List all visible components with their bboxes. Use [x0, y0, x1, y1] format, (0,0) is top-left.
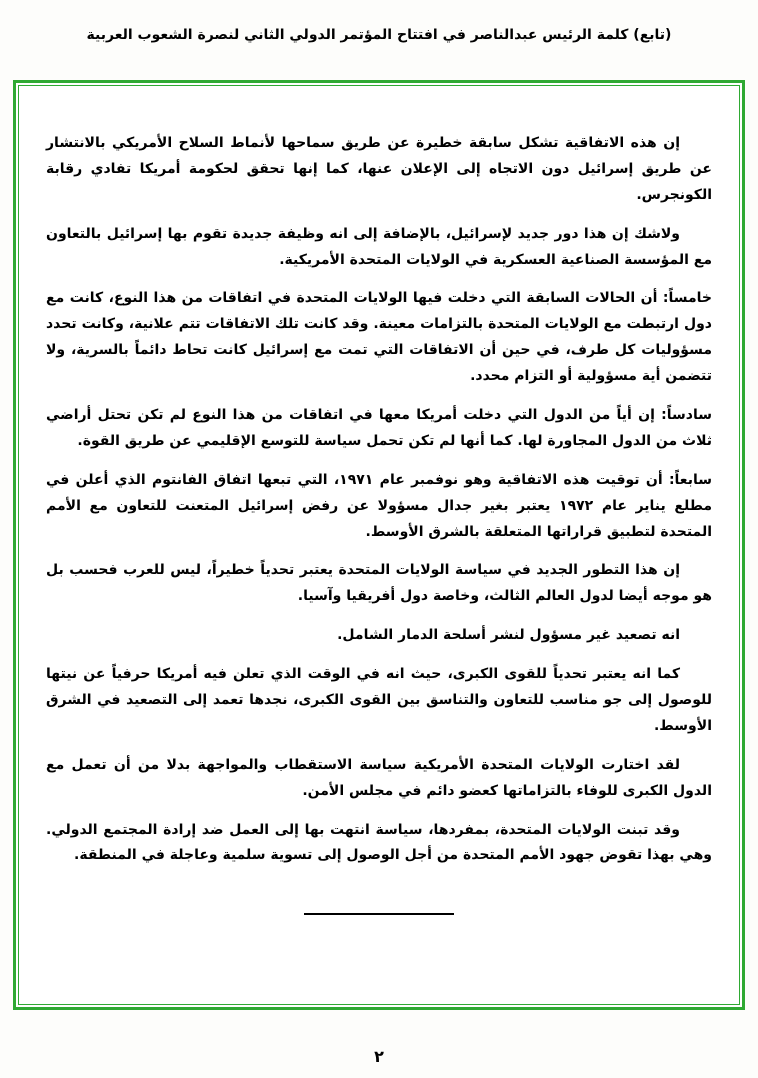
paragraph: انه تصعيد غير مسؤول لنشر أسلحة الدمار الشامل.: [337, 627, 680, 644]
paragraph: ولاشك إن هذا دور جديد لإسرائيل، بالإضافة إلى انه وظيفة جديدة تقوم بها إسرائيل بالتعاون مع المؤسسة الصناعية العسكرية في الولايات المتحدة الأمريكية.: [46, 225, 712, 268]
paragraph: سادساً: إن أياً من الدول التي دخلت أمريكا معها في اتفاقات من هذا النوع لم تكن تحتل أراضي ثلاث من الدول المجاورة لها. كما أنها لم تكن تحمل سياسة للتوسع الإقليمي عن طريق القوة.: [46, 407, 712, 449]
paragraph: وقد تبنت الولايات المتحدة، بمفردها، سياسة انتهت بها إلى العمل ضد إرادة المجتمع الدولي. وهي بهذا تقوض جهود الأمم المتحدة من أجل الوصول إلى تسوية سلمية وعاجلة في المنطقة.: [46, 821, 712, 864]
paragraph: إن هذا التطور الجديد في سياسة الولايات المتحدة يعتبر تحدياً خطيراً، ليس للعرب فحسب بل هو موجه أيضا لدول العالم الثالث، وخاصة دول أفريقيا وآسيا.: [46, 562, 712, 605]
paragraph: كما انه يعتبر تحدياً للقوى الكبرى، حيث انه في الوقت الذي تعلن فيه أمريكا حرفياً عن نيتها للوصول إلى جو مناسب للتعاون والتناسق بين القوى الكبرى، نجدها تعمد إلى التصعيد في الشرق الأوسط.: [46, 666, 712, 734]
paragraph: إن هذه الاتفاقية تشكل سابقة خطيرة عن طريق سماحها لأنماط السلاح الأمريكي بالانتشار عن طريق إسرائيل دون الاتجاه إلى الإعلان عنها، كما إنها تحقق لحكومة أمريكا تفادي رقابة الكونجرس.: [46, 135, 712, 203]
decorative-green-frame: [13, 80, 745, 1010]
page-number: ٢: [374, 1047, 384, 1066]
document-body: [46, 131, 712, 989]
paragraph: لقد اختارت الولايات المتحدة الأمريكية سياسة الاستقطاب والمواجهة بدلا من أن تعمل مع الدول الكبرى للوفاء بالتزاماتها كعضو دائم في مجلس الأمن.: [46, 756, 712, 799]
divider: [304, 913, 454, 915]
document-title: (تابع) كلمة الرئيس عبدالناصر في افتتاح المؤتمر الدولي الثاني لنصرة الشعوب العربية: [86, 27, 672, 43]
paragraph: سابعاً: أن توقيت هذه الاتفاقية وهو نوفمبر عام ١٩٧١، التي تبعها اتفاق الفانتوم الذي أعلن في مطلع يناير عام ١٩٧٢ يعتبر بغير جدال مسؤولا عن رفض إسرائيل المتعنت للتعاون مع الأمم المتحدة لتطبيق قراراتها المتعلقة بالشرق الأوسط.: [46, 471, 712, 540]
paragraph: خامساً: أن الحالات السابقة التي دخلت فيها الولايات المتحدة في اتفاقات من هذا النوع، كانت مع دول ارتبطت مع الولايات المتحدة بالتزامات معينة. وقد كانت تلك الاتفاقات تتم علانية، وكانت تحدد مسؤوليات كل طرف، في حين أن الاتفاقات التي تمت مع إسرائيل كانت تحاط دائماً بالسرية، ولا تتضمن أية مسؤولية أو التزام محدد.: [46, 290, 712, 385]
paragraphs: [46, 131, 712, 869]
